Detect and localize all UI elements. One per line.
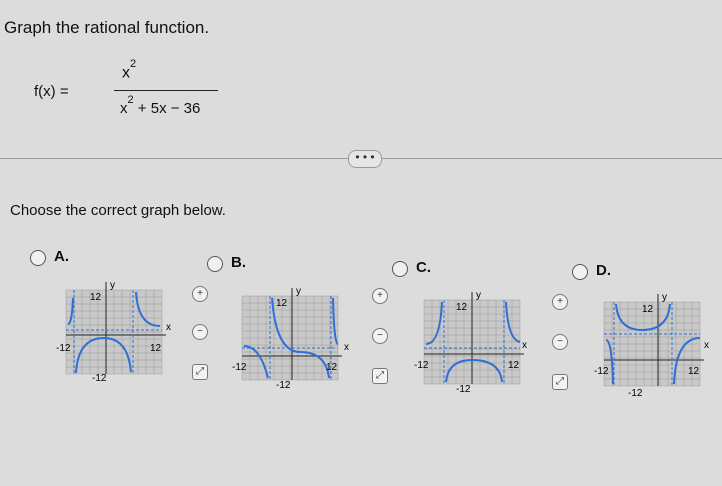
radio-option-d[interactable] xyxy=(572,264,588,280)
zoom-out-icon[interactable]: − xyxy=(192,324,208,340)
zoom-in-icon[interactable]: + xyxy=(192,286,208,302)
graph-d-tick-xright: 12 xyxy=(688,366,700,377)
radio-option-b[interactable] xyxy=(207,256,223,272)
function-lhs: f(x) = xyxy=(34,83,69,100)
graph-b-tick-xright: 12 xyxy=(326,362,338,373)
expand-icon[interactable]: ⤢ xyxy=(192,364,208,380)
zoom-out-icon[interactable]: − xyxy=(552,334,568,350)
option-c-label: C. xyxy=(416,259,431,276)
graph-a-y-label: y xyxy=(110,280,115,291)
graph-b-x-label: x xyxy=(344,342,349,353)
function-numerator: $x^2$ xyxy=(122,58,137,82)
graph-c-tick-ybottom: -12 xyxy=(456,384,471,395)
graph-c-tick-xleft: -12 xyxy=(414,360,429,371)
instruction-text: Choose the correct graph below. xyxy=(10,202,226,219)
graph-c-x-label: x xyxy=(522,340,527,351)
zoom-out-icon[interactable]: − xyxy=(372,328,388,344)
graph-d-x-label: x xyxy=(704,340,709,351)
fraction-bar xyxy=(114,90,218,91)
graph-option-a xyxy=(54,278,184,388)
graph-b-y-label: y xyxy=(296,286,301,297)
graph-a-tick-xleft: -12 xyxy=(56,343,71,354)
graph-a-x-label: x xyxy=(166,322,171,333)
graph-option-c xyxy=(412,288,542,398)
graph-d-tick-ytop: 12 xyxy=(642,304,654,315)
graph-b-tick-ytop: 12 xyxy=(276,298,288,309)
function-expression xyxy=(34,60,234,130)
zoom-in-icon[interactable]: + xyxy=(372,288,388,304)
graph-b-tick-xleft: -12 xyxy=(232,362,247,373)
zoom-in-icon[interactable]: + xyxy=(552,294,568,310)
graph-option-b xyxy=(230,284,360,394)
expand-icon[interactable]: ⤢ xyxy=(552,374,568,390)
function-denominator: $x^2 + 5x - 36$ xyxy=(120,94,201,117)
graph-d-tick-ybottom: -12 xyxy=(628,388,643,399)
graph-b-tick-ybottom: -12 xyxy=(276,380,291,391)
graph-a-tick-xright: 12 xyxy=(150,343,162,354)
graph-c-tick-ytop: 12 xyxy=(456,302,468,313)
graph-option-d xyxy=(592,290,722,400)
option-a-label: A. xyxy=(54,248,69,265)
radio-option-a[interactable] xyxy=(30,250,46,266)
graph-a-tick-ytop: 12 xyxy=(90,292,102,303)
radio-option-c[interactable] xyxy=(392,261,408,277)
graph-d-y-label: y xyxy=(662,292,667,303)
graph-c-tick-xright: 12 xyxy=(508,360,520,371)
more-button[interactable]: • • • xyxy=(348,150,382,168)
question-prompt: Graph the rational function. xyxy=(4,18,210,37)
graph-d-tick-xleft: -12 xyxy=(594,366,609,377)
graph-a-tick-ybottom: -12 xyxy=(92,373,107,384)
expand-icon[interactable]: ⤢ xyxy=(372,368,388,384)
graph-c-y-label: y xyxy=(476,290,481,301)
option-d-label: D. xyxy=(596,262,611,279)
option-b-label: B. xyxy=(231,254,246,271)
